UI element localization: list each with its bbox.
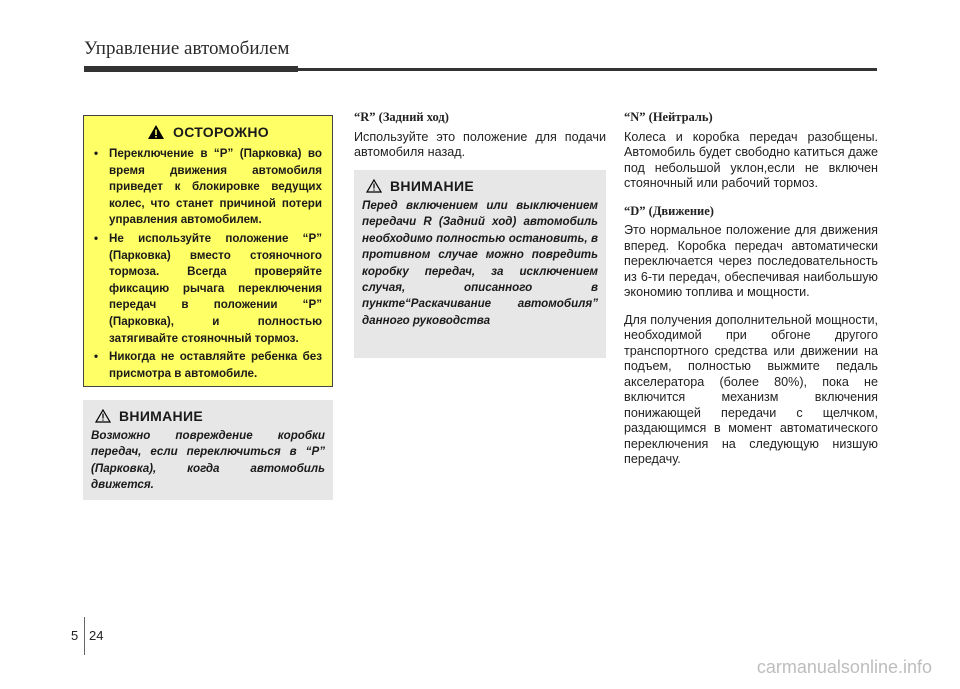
notice-box-header	[91, 408, 325, 424]
page-header-title: Управление автомобилем	[84, 38, 290, 59]
warning-triangle-icon	[147, 124, 165, 140]
warning-box-header	[94, 124, 322, 140]
warning-box-title: ОСТОРОЖНО	[173, 124, 269, 140]
warning-item: • Никогда не оставляйте ребенка без присмотра в автомобиле.	[94, 350, 322, 380]
warning-box	[83, 115, 333, 387]
section-d-text-1: Это нормальное положение для движения вперед. Коробка передач автоматически переключается через последовательность из 6-ти передач, обеспечивая наибольшую экономию топлива и мощности.	[624, 223, 878, 299]
notice-box-text: Перед включением или выключением передачи R (Задний ход) автомобиль необходимо полностью остановить, в противном случае можно повредить коробку передач, за исключением случая, описанного в пункте“Раскачивание автомобиля” данного руководства	[362, 199, 598, 327]
caution-triangle-icon	[366, 179, 382, 193]
section-r-heading: “R” (Задний ход)	[354, 110, 449, 124]
footer-section-number: 5	[71, 628, 79, 643]
column-middle	[354, 110, 606, 161]
header-rule-accent	[84, 66, 298, 72]
section-d-text-2: Для получения дополнительной мощности, необходимой при обгоне другого транспортного средства или движении на подъем, полностью выжмите педаль акселератора (более 80%), пока не включится механизм включения понижающей передачи с щелчком, раздающимся в момент автоматического переключения на следующую низшую передачу.	[624, 312, 878, 466]
section-r-text: Используйте это положение для подачи автомобиля назад.	[354, 129, 606, 159]
notice-box-header	[362, 178, 598, 194]
warning-item: • Не используйте положение “P” (Парковка) вместо стояночного тормоза. Всегда проверяйте фиксацию рычага переключения передач в положении “P” (Парковка), и полностью затягивайте стояночный тормоз.	[94, 231, 322, 345]
section-d-heading: “D” (Движение)	[624, 203, 714, 218]
warning-item: • Переключение в “P” (Парковка) во время движения автомобиля приведет к блокировке ведущих колес, что станет причиной потери управления автомобилем.	[94, 147, 322, 227]
warning-list	[94, 146, 322, 382]
footer-page-number: 24	[89, 628, 104, 643]
caution-triangle-icon	[95, 409, 111, 423]
notice-box-text: Возможно повреждение коробки передач, если переключиться в “P” (Парковка), когда автомобиль движется.	[91, 429, 325, 492]
notice-box-title: ВНИМАНИЕ	[119, 408, 203, 424]
section-n-text: Колеса и коробка передач разобщены. Автомобиль будет свободно катиться даже под небольшой уклон,если не включен стояночный или рабочий тормоз.	[624, 129, 878, 190]
notice-box-middle	[354, 170, 606, 358]
column-right	[624, 110, 878, 468]
watermark: carmanualsonline.info	[756, 657, 932, 677]
notice-box-left	[83, 400, 333, 500]
notice-box-title: ВНИМАНИЕ	[390, 178, 474, 194]
section-n-heading: “N” (Нейтраль)	[624, 110, 713, 124]
footer-divider	[84, 617, 85, 655]
